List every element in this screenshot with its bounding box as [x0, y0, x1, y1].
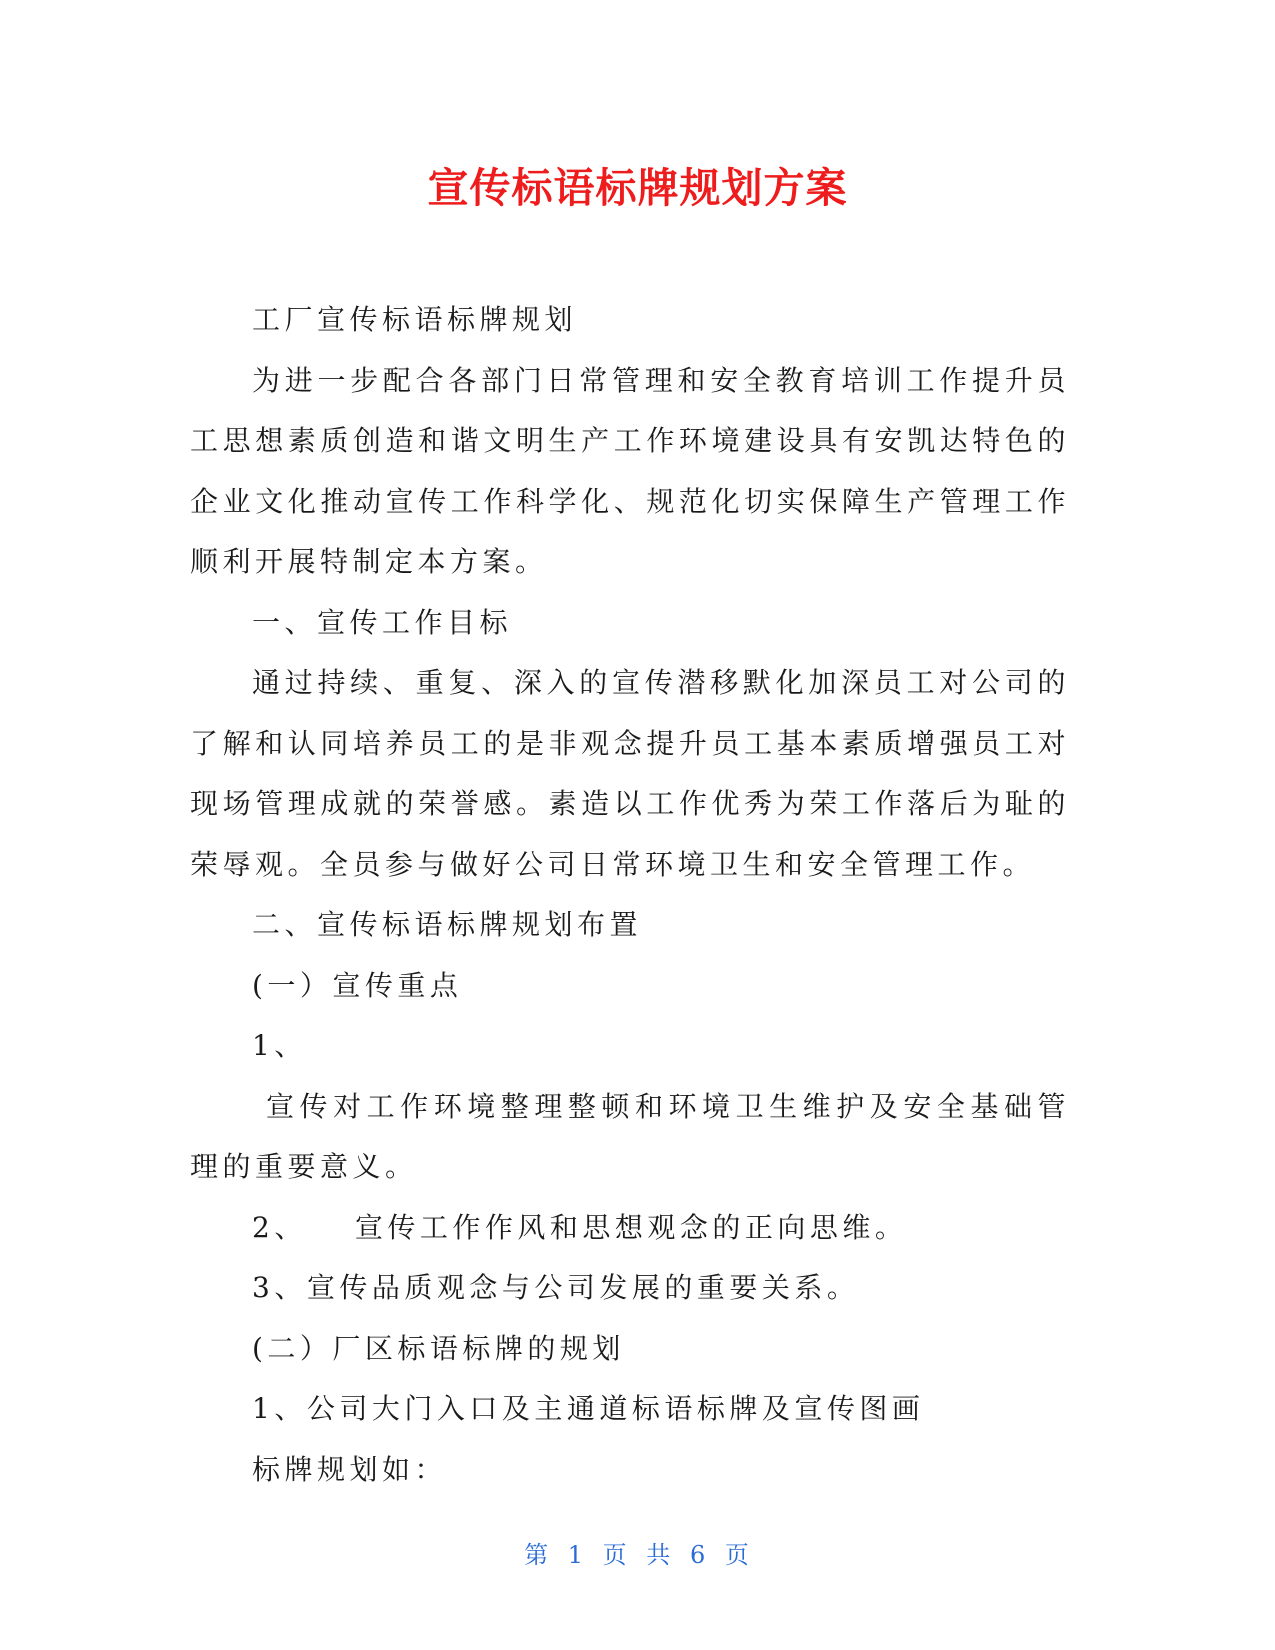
document-title: 宣传标语标牌规划方案 — [427, 164, 848, 212]
plan-intro: 标牌规划如： — [252, 1452, 448, 1486]
page-footer: 第 1 页 共 6 页 — [524, 1541, 751, 1569]
list-number-2: 2、 — [252, 1210, 307, 1244]
list-number-1: 1、 — [252, 1029, 307, 1062]
list-item-2 — [190, 1198, 1070, 1259]
document-body — [190, 290, 1070, 1500]
section-heading-goal: 一、宣传工作目标 — [252, 605, 513, 639]
paragraph-goal: 通过持续、重复、深入的宣传潜移默化加深员工对公司的了解和认同培养员工的是非观念提升员工基本素质增强员工对现场管理成就的荣誉感。素造以工作优秀为荣工作落后为耻的荣辱观。全员参与做好公司日常环境卫生和安全管理工作。 — [190, 666, 1070, 881]
list-item-2-text: 宣传工作作风和思想观念的正向思维。 — [354, 1210, 908, 1244]
paragraph-intro-heading: 工厂宣传标语标牌规划 — [252, 303, 578, 336]
paragraph-purpose: 为进一步配合各部门日常管理和安全教育培训工作提升员工思想素质创造和谐文明生产工作环境建设具有安凯达特色的企业文化推动宣传工作科学化、规范化切实保障生产管理工作顺利开展特制定本方案。 — [190, 363, 1070, 578]
plan-item-1: 1、公司大门入口及主通道标语标牌及宣传图画 — [252, 1392, 925, 1425]
subsection-heading-focus: (一）宣传重点 — [252, 968, 463, 1002]
list-item-3: 3、宣传品质观念与公司发展的重要关系。 — [252, 1271, 860, 1304]
section-heading-layout: 二、宣传标语标牌规划布置 — [252, 908, 643, 941]
list-item-1-text: 宣传对工作环境整理整顿和环境卫生维护及安全基础管理的重要意义。 — [190, 1089, 1070, 1183]
subsection-heading-plan: (二）厂区标语标牌的规划 — [252, 1331, 625, 1365]
